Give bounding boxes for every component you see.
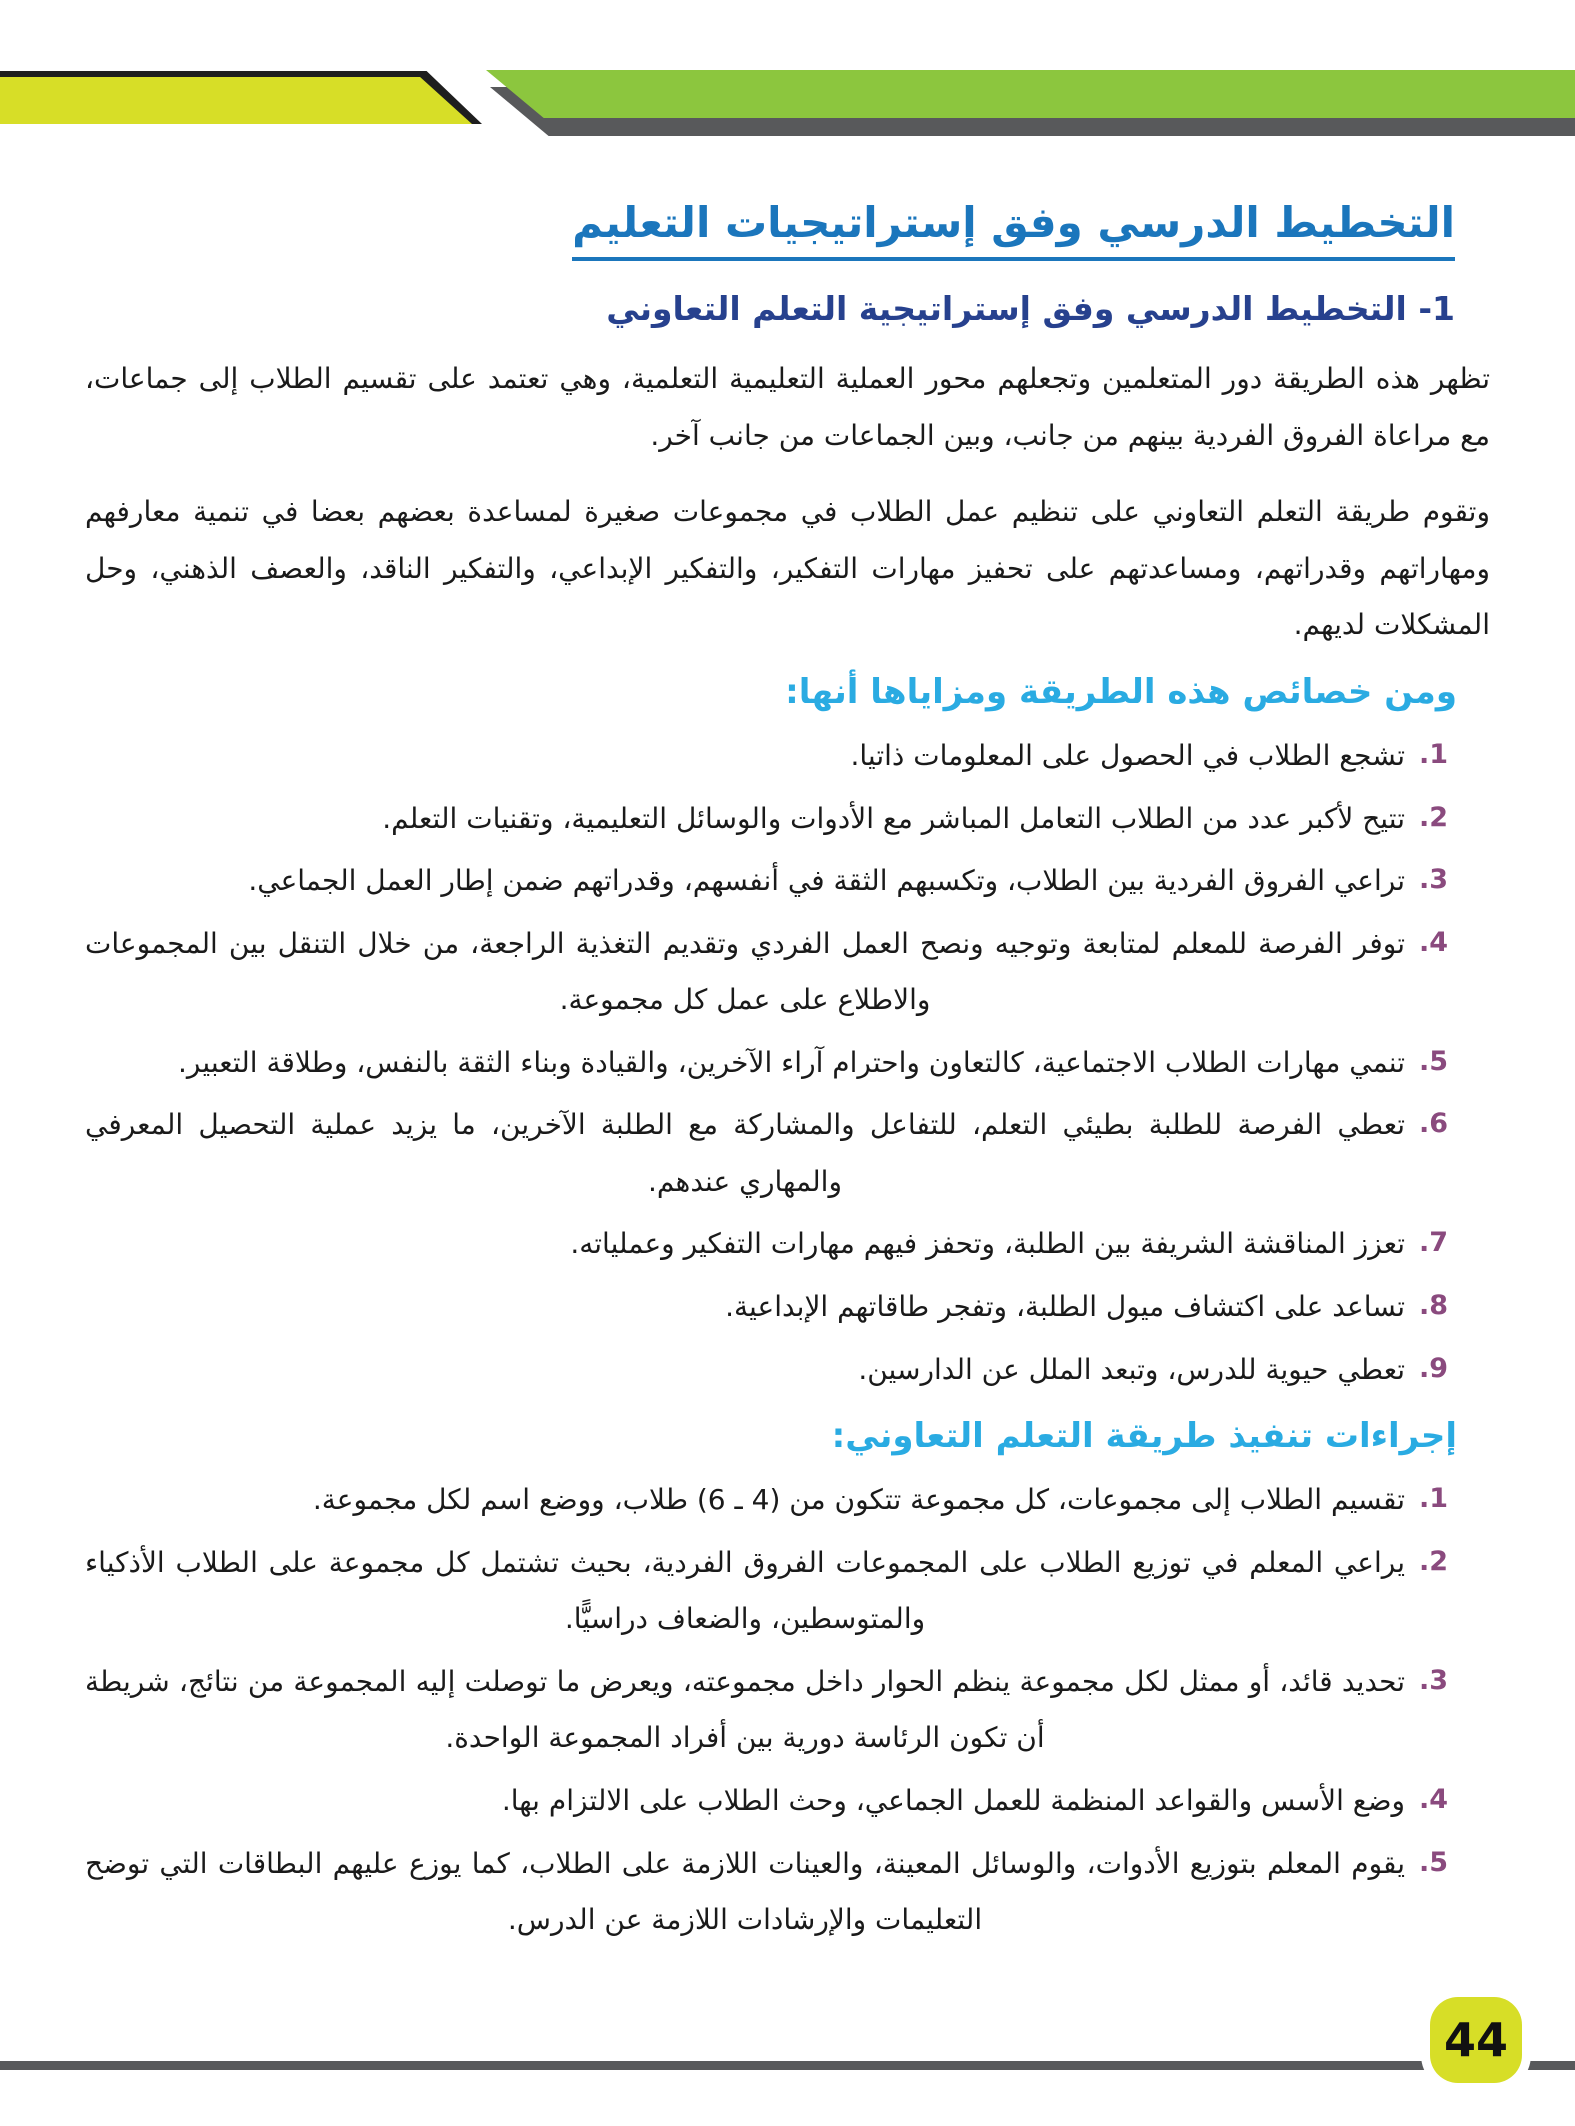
list-item [85, 728, 1463, 785]
intro-paragraph-1: تظهر هذه الطريقة دور المتعلمين وتجعلهم محور العملية التعليمية التعلمية، وهي تعتمد على تقسيم الطلاب إلى جماعات، مع مراعاة الفروق الفردية بينهم من جانب، وبين الجماعات من جانب آخر. [85, 362, 1490, 452]
footer-rule [0, 2061, 1575, 2070]
list-item [85, 916, 1463, 1029]
list-item-number: 9. [1419, 1352, 1449, 1384]
list-item-number: 1. [1419, 1483, 1449, 1515]
list-item [85, 1654, 1463, 1767]
list-item [85, 1773, 1463, 1830]
list-item-text: تنمي مهارات الطلاب الاجتماعية، كالتعاون واحترام آراء الآخرين، والقيادة وبناء الثقة بالنفس، وطلاقة التعبير. [178, 1045, 1405, 1079]
list-item [85, 1097, 1463, 1210]
procedures-list [85, 1472, 1463, 1948]
list-item-text: وضع الأسس والقواعد المنظمة للعمل الجماعي، وحث الطلاب على الالتزام بها. [501, 1784, 1405, 1817]
list-item [85, 1535, 1463, 1648]
list-item-text: تساعد على اكتشاف ميول الطلبة، وتفجر طاقاتهم الإبداعية. [725, 1289, 1405, 1323]
list-item-number: 5. [1419, 1045, 1449, 1077]
list-item-text: تحديد قائد، أو ممثل لكل مجموعة ينظم الحوار داخل مجموعته، ويعرض ما توصلت إليه المجموعة من نتائج، شريطة أن تكون الرئاسة دورية بين أفراد المجموعة الواحدة. [85, 1664, 1405, 1755]
list-item-text: يقوم المعلم بتوزيع الأدوات، والوسائل المعينة، والعينات اللازمة على الطلاب، كما يوزع عليهم البطاقات التي توضح التعليمات والإرشادات اللازمة عن الدرس. [85, 1846, 1405, 1937]
list-item-number: 8. [1419, 1289, 1449, 1321]
list-item-text: تقسيم الطلاب إلى مجموعات، كل مجموعة تتكون من (4 ـ 6) طلاب، ووضع اسم لكل مجموعة. [312, 1483, 1405, 1517]
list-item [85, 1836, 1463, 1949]
list-item-text: تتيح لأكبر عدد من الطلاب التعامل المباشر مع الأدوات والوسائل التعليمية، وتقنيات التعلم. [382, 801, 1405, 835]
list-item-text: تعزز المناقشة الشريفة بين الطلبة، وتحفز فيهم مهارات التفكير وعملياته. [570, 1227, 1405, 1261]
list-item-number: 3. [1419, 864, 1449, 896]
list-item [85, 1216, 1463, 1273]
page-number: 44 [1444, 2013, 1509, 2067]
header-left-chartreuse-shape [0, 77, 472, 124]
list-item-number: 6. [1419, 1108, 1449, 1140]
list-item [85, 1342, 1463, 1399]
procedures-heading: إجراءات تنفيذ طريقة التعلم التعاوني: [831, 1416, 1457, 1457]
list-item-text: تراعي الفروق الفردية بين الطلاب، وتكسبهم الثقة في أنفسهم، وقدراتهم ضمن إطار العمل الجماعي. [248, 864, 1405, 898]
section-subtitle: 1- التخطيط الدرسي وفق إستراتيجية التعلم التعاوني [606, 288, 1455, 328]
list-item [85, 853, 1463, 910]
list-item-number: 2. [1419, 801, 1449, 833]
list-item-number: 2. [1419, 1545, 1449, 1577]
list-item [85, 1279, 1463, 1336]
page-number-badge [1430, 1997, 1522, 2083]
intro-paragraph-2: وتقوم طريقة التعلم التعاوني على تنظيم عمل الطلاب في مجموعات صغيرة لمساعدة بعضهم بعضا في تنمية معارفهم ومهاراتهم وقدراتهم، ومساعدتهم على تحفيز مهارات التفكير، والتفكير الإبداعي، والتفكير الناقد، والعصف الذهني، وحل المشكلات لديهم. [85, 495, 1490, 642]
list-item-text: تشجع الطلاب في الحصول على المعلومات ذاتيا. [850, 739, 1405, 773]
list-item-number: 7. [1419, 1227, 1449, 1259]
list-item-number: 4. [1419, 1784, 1449, 1815]
list-item-number: 5. [1419, 1846, 1449, 1878]
title-wrap [85, 196, 1455, 261]
list-item-number: 1. [1419, 739, 1449, 771]
list-item-number: 4. [1419, 926, 1449, 958]
list-item-text: تعطي الفرصة للطلبة بطيئي التعلم، للتفاعل والمشاركة مع الطلبة الآخرين، ما يزيد عملية التحصيل المعرفي والمهاري عندهم. [85, 1108, 1405, 1198]
list-item [85, 1035, 1463, 1092]
list-item-number: 3. [1419, 1664, 1449, 1696]
list-item-text: يراعي المعلم في توزيع الطلاب على المجموعات الفروق الفردية، بحيث تشتمل كل مجموعة على الطلاب الأذكياء والمتوسطين، والضعاف دراسيًّا. [85, 1545, 1405, 1636]
list-item [85, 791, 1463, 848]
features-list [85, 728, 1463, 1398]
list-item-text: تعطي حيوية للدرس، وتبعد الملل عن الدارسين. [858, 1352, 1405, 1386]
features-heading: ومن خصائص هذه الطريقة ومزاياها أنها: [785, 671, 1457, 712]
page-title: التخطيط الدرسي وفق إستراتيجيات التعليم [572, 196, 1455, 261]
list-item [85, 1472, 1463, 1529]
list-item-text: توفر الفرصة للمعلم لمتابعة وتوجيه ونصح العمل الفردي وتقديم التغذية الراجعة، من خلال التنقل بين المجموعات والاطلاع على عمل كل مجموعة. [85, 926, 1405, 1017]
header-right-green-shape [486, 70, 1575, 118]
